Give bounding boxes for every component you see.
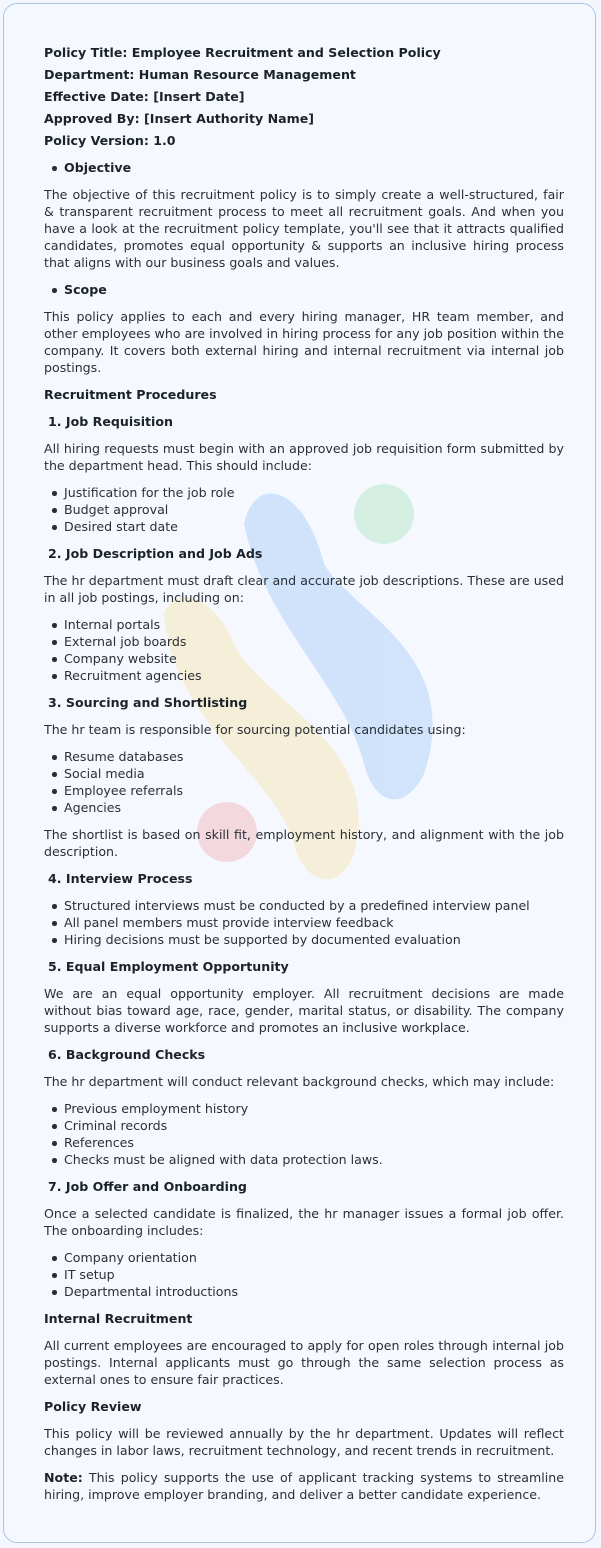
policy-title: Policy Title: Employee Recruitment and Selection Policy	[44, 45, 441, 60]
note-text: This policy supports the use of applicant tracking systems to streamline hiring, improve employer branding, and deliver a better candidate experience.	[44, 1470, 564, 1502]
list-item: Desired start date	[44, 518, 564, 535]
scope-heading: Scope	[44, 281, 564, 298]
section-job-requisition-text: All hiring requests must begin with an approved job requisition form submitted by the department head. This should include:	[44, 441, 564, 473]
background-list	[44, 1100, 564, 1168]
policy-approved-by: Approved By: [Insert Authority Name]	[44, 111, 315, 126]
section-sourcing-text: The hr team is responsible for sourcing potential candidates using:	[44, 722, 466, 737]
job-requisition-list	[44, 484, 564, 535]
section-eeo-text: We are an equal opportunity employer. All recruitment decisions are made without bias toward age, race, gender, marital status, or disability. The company supports a diverse workforce and promotes an inclusive workplace.	[44, 986, 564, 1035]
policy-effective-date: Effective Date: [Insert Date]	[44, 89, 245, 104]
section-background-text: The hr department will conduct relevant background checks, which may include:	[44, 1074, 555, 1089]
list-item: Resume databases	[44, 748, 564, 765]
list-item: References	[44, 1134, 564, 1151]
policy-review-heading: Policy Review	[44, 1399, 142, 1414]
note-paragraph	[44, 1469, 564, 1503]
list-item: Company website	[44, 650, 564, 667]
policy-department: Department: Human Resource Management	[44, 67, 356, 82]
section-sourcing-text-2: The shortlist is based on skill fit, employment history, and alignment with the job description.	[44, 827, 564, 859]
section-job-requisition-heading: 1. Job Requisition	[48, 414, 173, 429]
list-item: Budget approval	[44, 501, 564, 518]
policy-version: Policy Version: 1.0	[44, 133, 176, 148]
scope-text: This policy applies to each and every hiring manager, HR team member, and other employees who are involved in hiring process for any job position within the company. It covers both external hiring and internal recruitment via internal job postings.	[44, 309, 564, 375]
list-item: Employee referrals	[44, 782, 564, 799]
list-item: Structured interviews must be conducted by a predefined interview panel	[44, 897, 564, 914]
objective-heading: Objective	[44, 159, 564, 176]
list-item: Departmental introductions	[44, 1283, 564, 1300]
section-job-description-heading: 2. Job Description and Job Ads	[48, 546, 263, 561]
list-item: All panel members must provide interview feedback	[44, 914, 564, 931]
offer-list	[44, 1249, 564, 1300]
policy-document-card	[3, 3, 596, 1543]
section-eeo-heading: 5. Equal Employment Opportunity	[48, 959, 289, 974]
procedures-heading: Recruitment Procedures	[44, 387, 217, 402]
list-item: Company orientation	[44, 1249, 564, 1266]
list-item: Internal portals	[44, 616, 564, 633]
list-item: IT setup	[44, 1266, 564, 1283]
internal-recruitment-heading: Internal Recruitment	[44, 1311, 193, 1326]
section-interview-heading: 4. Interview Process	[48, 871, 193, 886]
objective-text: The objective of this recruitment policy is to simply create a well-structured, fair & transparent recruitment process to meet all recruitment goals. And when you have a look at the recruitment policy template, you'll see that it attracts qualified candidates, promotes equal opportunity & supports an inclusive hiring process that aligns with our business goals and values.	[44, 187, 564, 270]
list-item: Agencies	[44, 799, 564, 816]
list-item: Previous employment history	[44, 1100, 564, 1117]
policy-review-text: This policy will be reviewed annually by the hr department. Updates will reflect changes in labor laws, recruitment technology, and recent trends in recruitment.	[44, 1426, 564, 1458]
section-offer-text: Once a selected candidate is finalized, the hr manager issues a formal job offer. The onboarding includes:	[44, 1206, 564, 1238]
list-item: Hiring decisions must be supported by documented evaluation	[44, 931, 564, 948]
section-background-heading: 6. Background Checks	[48, 1047, 206, 1062]
list-item: Criminal records	[44, 1117, 564, 1134]
section-job-description-text: The hr department must draft clear and accurate job descriptions. These are used in all job postings, including on:	[44, 573, 564, 605]
interview-list	[44, 897, 564, 948]
policy-content	[44, 44, 564, 1513]
section-offer-heading: 7. Job Offer and Onboarding	[48, 1179, 247, 1194]
list-item: External job boards	[44, 633, 564, 650]
list-item: Social media	[44, 765, 564, 782]
internal-recruitment-text: All current employees are encouraged to apply for open roles through internal job postings. Internal applicants must go through the same selection process as external ones to ensure fair practices.	[44, 1338, 564, 1387]
list-item: Recruitment agencies	[44, 667, 564, 684]
list-item: Checks must be aligned with data protection laws.	[44, 1151, 564, 1168]
job-description-list	[44, 616, 564, 684]
list-item: Justification for the job role	[44, 484, 564, 501]
note-label: Note:	[44, 1470, 83, 1485]
sourcing-list	[44, 748, 564, 816]
section-sourcing-heading: 3. Sourcing and Shortlisting	[48, 695, 248, 710]
